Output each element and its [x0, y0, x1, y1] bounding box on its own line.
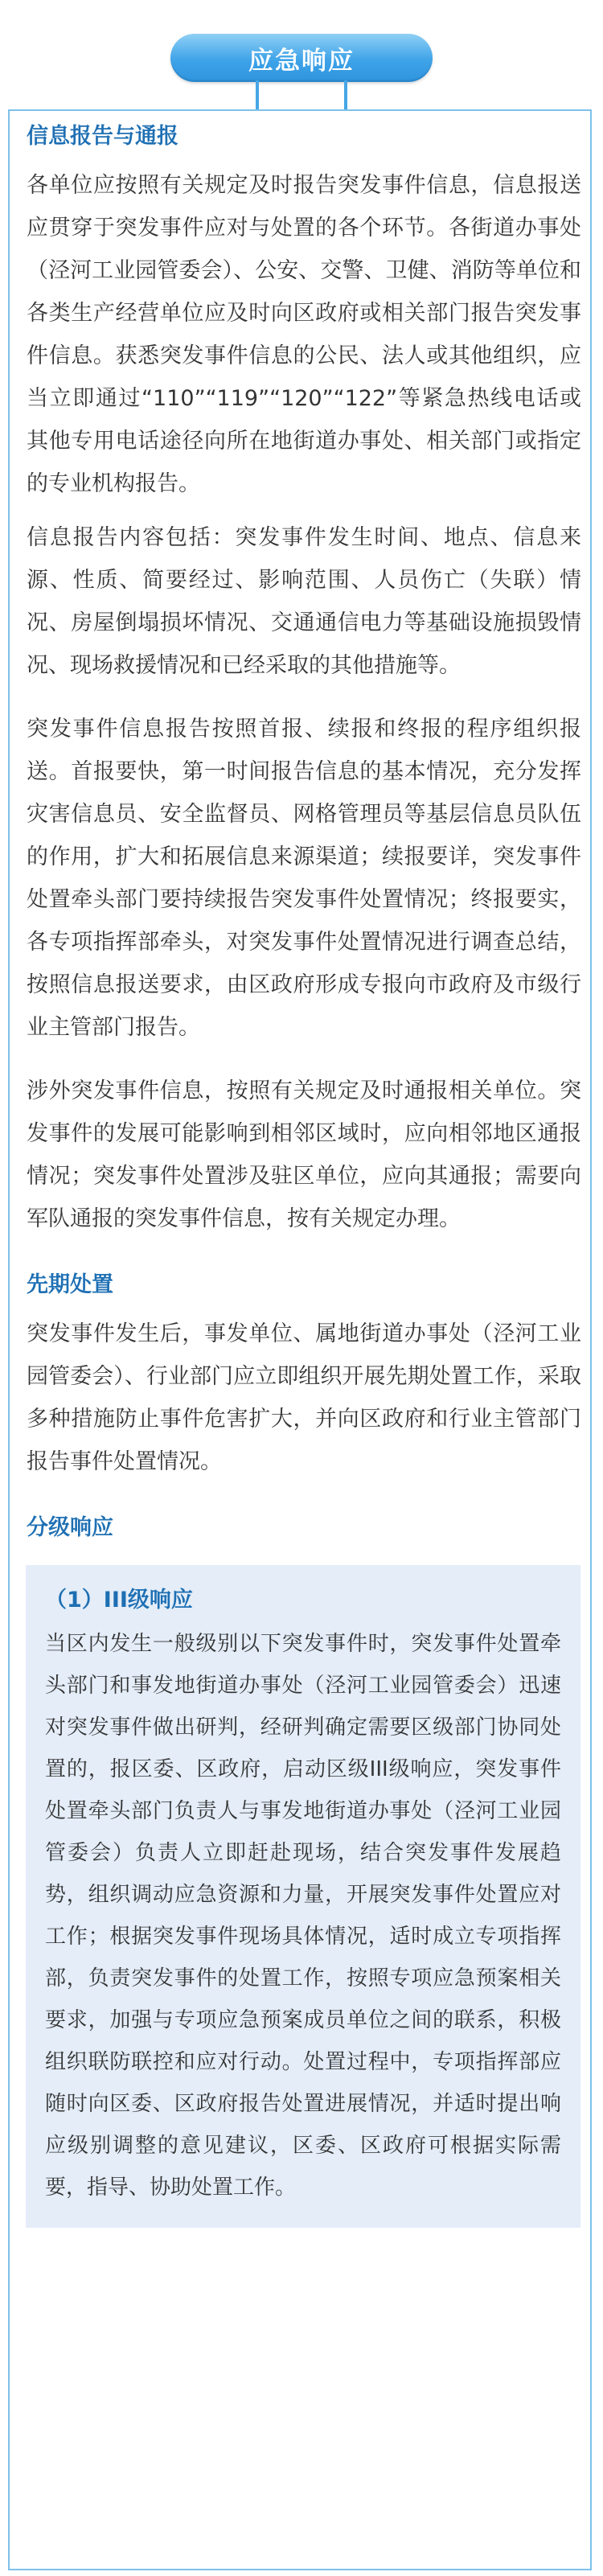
article-content [27, 121, 581, 2228]
paragraph-info-4: 涉外突发事件信息，按照有关规定及时通报相关单位。突发事件的发展可能影响到相邻区域时，应向相邻地区通报情况；突发事件处置涉及驻区单位，应向其通报；需要向军队通报的突发事件信息，按有关规定办理。 [27, 1078, 581, 1231]
paragraph-info-1: 各单位应按照有关规定及时报告突发事件信息，信息报送应贯穿于突发事件应对与处置的各个环节。各街道办事处（泾河工业园管委会）、公安、交警、卫健、消防等单位和各类生产经营单位应及时向区政府或相关部门报告突发事件信息。获悉突发事件信息的公民、法人或其他组织，应当立即通过“110”“119”“120”“122”等紧急热线电话或其他专用电话途径向所在地街道办事处、相关部门或指定的专业机构报告。 [27, 173, 581, 496]
header-connector-right [344, 80, 347, 111]
heading-graded-response: 分级响应 [27, 1515, 113, 1540]
paragraph-early-1: 突发事件发生后，事发单位、属地街道办事处（泾河工业园管委会）、行业部门应立即组织开展先期处置工作，采取多种措施防止事件危害扩大，并向区政府和行业主管部门报告事件处置情况。 [27, 1321, 581, 1474]
level-3-response-box [26, 1565, 580, 2228]
header-connector-left [256, 80, 259, 111]
section-header [0, 0, 603, 113]
paragraph-info-3: 突发事件信息报告按照首报、续报和终报的程序组织报送。首报要快，第一时间报告信息的基本情况，充分发挥灾害信息员、安全监督员、网格管理员等基层信息员队伍的作用，扩大和拓展信息来源渠道；续报要详，突发事件处置牵头部门要持续报告突发事件处置情况；终报要实，各专项指挥部牵头，对突发事件处置情况进行调查总结，按照信息报送要求，由区政府形成专报向市政府及市级行业主管部门报告。 [27, 717, 581, 1040]
heading-info-report: 信息报告与通报 [27, 124, 178, 149]
paragraph-info-2: 信息报告内容包括：突发事件发生时间、地点、信息来源、性质、简要经过、影响范围、人员伤亡（失联）情况、房屋倒塌损坏情况、交通通信电力等基础设施损毁情况、现场救援情况和已经采取的其他措施等。 [27, 525, 581, 678]
paragraph-level-3-response: 当区内发生一般级别以下突发事件时，突发事件处置牵头部门和事发地街道办事处（泾河工业园管委会）迅速对突发事件做出研判，经研判确定需要区级部门协同处置的，报区委、区政府，启动区级III级响应，突发事件处置牵头部门负责人与事发地街道办事处（泾河工业园管委会）负责人立即赶赴现场，结合突发事件发展趋势，组织调动应急资源和力量，开展突发事件处置应对工作；根据突发事件现场具体情况，适时成立专项指挥部，负责突发事件的处置工作，按照专项应急预案相关要求，加强与专项应急预案成员单位之间的联系，积极组织联防联控和应对行动。处置过程中，专项指挥部应随时向区委、区政府报告处置进展情况，并适时提出响应级别调整的意见建议，区委、区政府可根据实际需要，指导、协助处置工作。 [45, 1632, 561, 2200]
heading-early-response: 先期处置 [27, 1272, 113, 1297]
heading-level-3-response: （1）III级响应 [45, 1588, 193, 1613]
section-title: 应急响应 [248, 46, 355, 76]
section-title-pill [170, 34, 433, 82]
